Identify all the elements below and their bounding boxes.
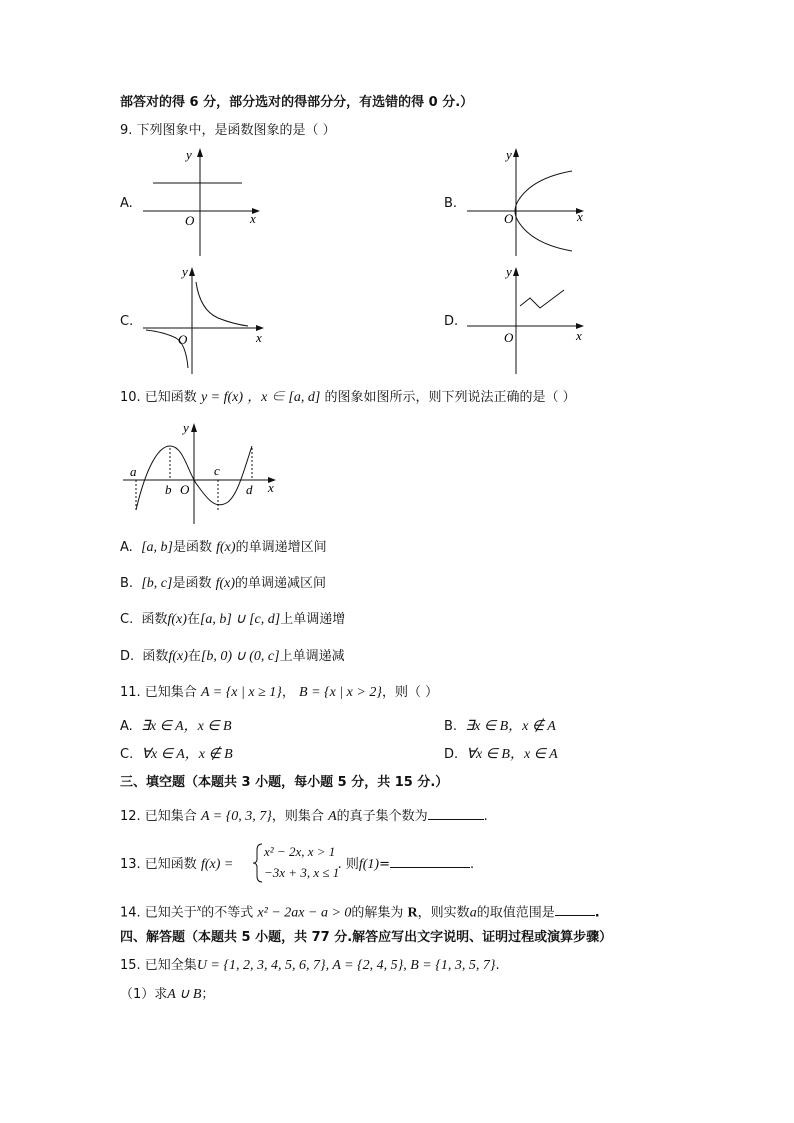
q10-rest: 的图象如图所示，则下列说法正确的是（ ） [324,390,576,405]
q10-option-c: C. 函数f(x)在[a, b] ∪ [c, d]上单调递增 [120,612,346,627]
label-b: b [165,482,172,497]
q11-option-c: C. ∀x ∈ A，x ∉ B [120,747,233,762]
label-x: x [268,480,274,495]
scoring-note: 部答对的得 6 分，部分选对的得部分分，有选错的得 0 分.） [120,95,474,110]
q10-domain: ，x ∈ [a, d] [247,390,321,405]
q10-num: 10. 已知函数 [120,390,197,405]
q13-case-1: x² − 2x, x > 1 [264,844,336,859]
q11-option-a: A. ∃x ∈ A，x ∈ B [120,719,232,734]
q9-graph-d [462,262,592,377]
label-d: d [246,482,253,497]
q14-answer-blank[interactable] [555,902,595,916]
hyperbola-right-branch [196,282,248,326]
q10-stem [120,389,576,407]
q10-option-a: A. [a, b]是函数 f(x)的单调递增区间 [120,540,327,555]
x-label: x [256,330,262,345]
y-arrow [189,267,195,276]
origin-label: O [178,332,188,347]
q9-graph-b [462,143,592,258]
q13-answer-blank[interactable] [390,854,470,868]
q9-graph-a [138,143,268,258]
q12-answer-blank[interactable] [428,806,484,820]
x-label: x [577,209,583,224]
label-y: y [183,420,189,435]
label-O: O [180,482,190,497]
y-arrow [513,267,519,276]
q11-option-d: D. ∀x ∈ B，x ∈ A [444,747,558,762]
q9-option-b-label: B. [444,196,458,211]
y-label: y [182,264,188,279]
q14: 14. 已知关于$^x$的不等式 x² − 2ax − a > 0的解集为 R，则实数a的取值范围是 . [120,903,600,921]
q13-case-2: −3x + 3, x ≤ 1 [264,865,340,880]
origin-label: O [504,211,514,226]
y-label: y [186,147,192,162]
y-arrow [513,148,519,157]
origin-label: O [504,330,514,345]
piecewise-brace [252,842,264,884]
q9-stem: 9. 下列图象中，是函数图象的是（ ） [120,123,336,138]
q10-func: y = f(x) [200,390,244,405]
origin-label: O [185,213,195,228]
q9-option-a-label: A. [120,196,133,211]
y-label: y [506,264,512,279]
q12: 12. 已知集合 A = {0, 3, 7}，则集合 A的真子集个数为 . [120,806,488,826]
section-4-heading: 四、解答题（本题共 5 小题，共 77 分.解答应写出文字说明、证明过程或演算步骤） [120,930,613,945]
q11-option-b: B. ∃x ∈ B，x ∉ A [444,719,556,734]
q10-graph [118,418,283,528]
q9-option-d-label: D. [444,314,459,329]
q15-part-1: （1）求A ∪ B； [120,987,215,1002]
label-a: a [130,464,137,479]
q10-option-d: D. 函数f(x)在[b, 0) ∪ (0, c]上单调递减 [120,649,345,664]
section-3-heading: 三、填空题（本题共 3 小题，每小题 5 分，共 15 分.） [120,775,449,790]
label-c: c [214,463,220,478]
q15: 15. 已知全集U = {1, 2, 3, 4, 5, 6, 7}, A = {2, 4, 5}, B = {1, 3, 5, 7}. [120,958,500,973]
x-label: x [250,211,256,226]
x-label: x [576,328,582,343]
q10-option-b: B. [b, c]是函数 f(x)的单调递减区间 [120,576,327,591]
q13: 13. 已知函数 f(x) = . 则f(1)= . [120,854,474,874]
y-label: y [506,147,512,162]
q11-stem: 11. 已知集合 A = {x | x ≥ 1}， B = {x | x > 2}，则（ ） [120,685,439,700]
zigzag-graph [520,290,564,308]
y-arrow [197,148,203,157]
q9-graph-c [138,262,268,377]
y-arrow [191,423,197,432]
q9-option-c-label: C. [120,314,134,329]
